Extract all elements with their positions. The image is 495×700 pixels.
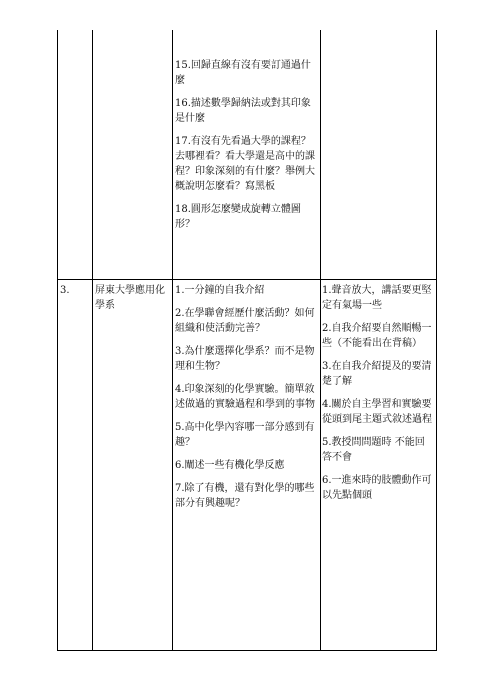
question-item: 17.有沒有先看過大學的課程？去哪裡看？看大學還是高中的課程？印象深刻的有什麼？舉例大概說明怎麼看？寫黑板: [175, 136, 315, 192]
question-item: 16.描述數學歸納法或對其印象是什麼: [175, 98, 311, 124]
question-item: 7.除了有機，還有對化學的哪些部分有興趣呢？: [175, 483, 315, 509]
table-left-border: [57, 30, 58, 650]
top-row-questions-cell: [175, 58, 317, 240]
note-item: 5.教授問問題時 不能回答不會: [322, 437, 425, 463]
question-item: 3.為什麼選擇化學系？而不是物理和生物？: [175, 346, 315, 372]
question-item: 1.一分鐘的自我介紹: [175, 285, 265, 296]
column-divider-3: [320, 30, 321, 650]
row-number-cell: [60, 283, 90, 298]
question-item: 4.印象深刻的化學實驗。簡單敘述做過的實驗過程和學到的事物: [175, 384, 315, 410]
row-number: 3.: [60, 285, 70, 296]
question-item: 15.回歸直線有沒有要訂通過什麼: [175, 60, 311, 86]
note-item: 6.一進來時的肢體動作可以先點個頭: [322, 475, 432, 501]
row3-questions-cell: [175, 283, 317, 519]
note-item: 3.在自我介紹提及的要清楚了解: [322, 361, 432, 387]
column-divider-1: [92, 30, 93, 650]
note-item: 2.自我介紹要自然順暢一些（不能看出在背稿）: [322, 323, 432, 349]
row3-notes-cell: [322, 283, 434, 511]
column-divider-2: [172, 30, 173, 650]
department-name: 屏東大學應用化學系: [95, 285, 165, 311]
row-divider: [57, 279, 437, 280]
note-item: 1.聲音放大，講話要更堅定有氣場一些: [322, 285, 432, 311]
table-right-border: [436, 30, 437, 650]
department-cell: [95, 283, 170, 313]
note-item: 4.關於自主學習和實驗要從頭到尾主題式敘述過程: [322, 399, 432, 425]
question-item: 2.在學聯會經歷什麼活動？如何組織和使活動完善？: [175, 308, 315, 334]
question-item: 18.圓形怎麼變成旋轉立體圖形？: [175, 204, 301, 230]
table-bottom-border: [57, 650, 437, 651]
question-item: 6.闡述一些有機化學反應: [175, 460, 285, 471]
question-item: 5.高中化學內容哪一部分感到有趣？: [175, 422, 315, 448]
